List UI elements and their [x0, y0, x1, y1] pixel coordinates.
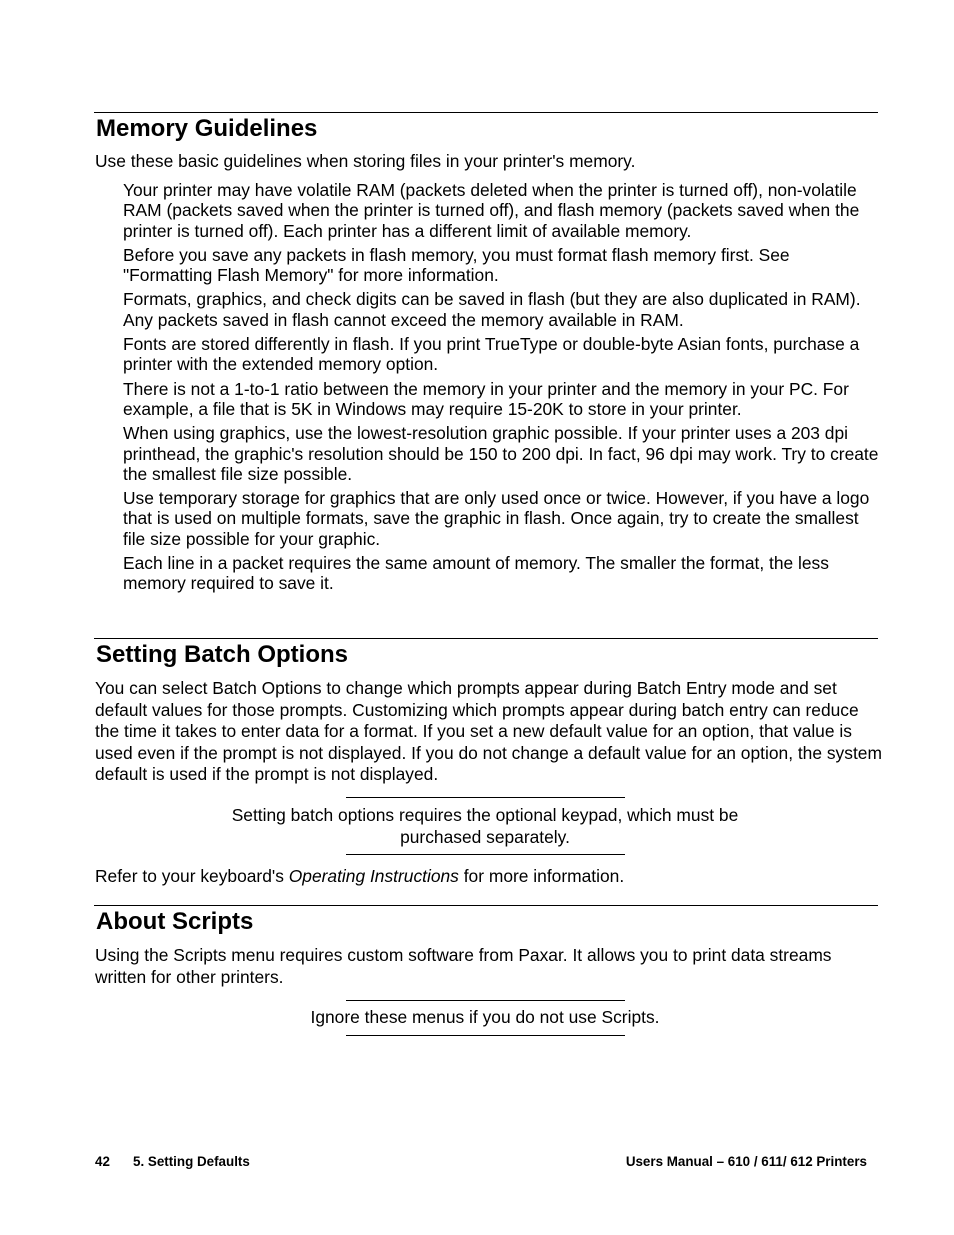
section-heading-memory: Memory Guidelines: [96, 115, 318, 142]
refer-text-italic: Operating Instructions: [288, 866, 459, 886]
note-rule-bottom: [346, 1035, 625, 1036]
memory-guideline-list: [123, 180, 883, 598]
section-heading-batch: Setting Batch Options: [96, 641, 348, 668]
batch-body: You can select Batch Options to change which prompts appear during Batch Entry mode and set default values for those prompts. Customizing which prompts appear during batch entry can reduce the time it takes to enter data for a format. If you set a new default value for an option, that value is used even if the prompt is not displayed. If you do not change a default value for an option, the system default is used if the prompt is not displayed.: [95, 678, 882, 784]
section-heading-scripts: About Scripts: [96, 908, 254, 935]
section-divider: [94, 112, 878, 113]
section-divider: [94, 638, 878, 639]
note-rule-bottom: [346, 854, 625, 855]
list-item: Before you save any packets in flash memory, you must format flash memory first. See "Formatting Flash Memory" for more information.: [123, 244, 790, 286]
list-item: Use temporary storage for graphics that are only used once or twice. However, if you have a logo that is used on multiple formats, save the graphic in flash. Once again, try to create the smallest file size possible for your graphic.: [123, 488, 870, 549]
refer-text-after: for more information.: [458, 866, 625, 886]
note-rule-top: [346, 1000, 625, 1001]
batch-note-line1: Setting batch options requires the optional keypad, which must be: [231, 805, 739, 825]
list-item: When using graphics, use the lowest-resolution graphic possible. If your printer uses a 203 dpi printhead, the graphic's resolution should be 150 to 200 dpi. In fact, 96 dpi may work. Try to create the smallest file size possible.: [123, 423, 879, 484]
list-item: There is not a 1-to-1 ratio between the memory in your printer and the memory in your PC. For example, a file that is 5K in Windows may require 15-20K to store in your printer.: [123, 378, 849, 419]
batch-refer: [95, 866, 885, 888]
refer-text-before: Refer to your keyboard's: [95, 866, 289, 886]
page-number: 42: [95, 1154, 110, 1169]
note-rule-top: [346, 797, 625, 798]
scripts-note: Ignore these menus if you do not use Scripts.: [310, 1007, 660, 1027]
list-item: Formats, graphics, and check digits can be saved in flash (but they are also duplicated in RAM). Any packets saved in flash cannot exceed the memory available in RAM.: [123, 289, 861, 330]
chapter-title: 5. Setting Defaults: [133, 1154, 250, 1169]
section-divider: [94, 905, 878, 906]
scripts-body: Using the Scripts menu requires custom software from Paxar. It allows you to print data streams written for other printers.: [95, 945, 832, 987]
manual-title: Users Manual – 610 / 611/ 612 Printers: [625, 1154, 867, 1169]
list-item: Each line in a packet requires the same amount of memory. The smaller the format, the less memory required to save it.: [123, 553, 829, 594]
batch-note-line2: purchased separately.: [400, 827, 570, 847]
list-item: Your printer may have volatile RAM (packets deleted when the printer is turned off), non-volatile RAM (packets saved when the printer is turned off), and flash memory (packets saved when the printer is turned off). Each printer has a different limit of available memory.: [123, 180, 860, 241]
memory-intro: Use these basic guidelines when storing files in your printer's memory.: [95, 151, 636, 171]
list-item: Fonts are stored differently in flash. If you print TrueType or double-byte Asian fonts, purchase a printer with the extended memory option.: [123, 334, 860, 375]
